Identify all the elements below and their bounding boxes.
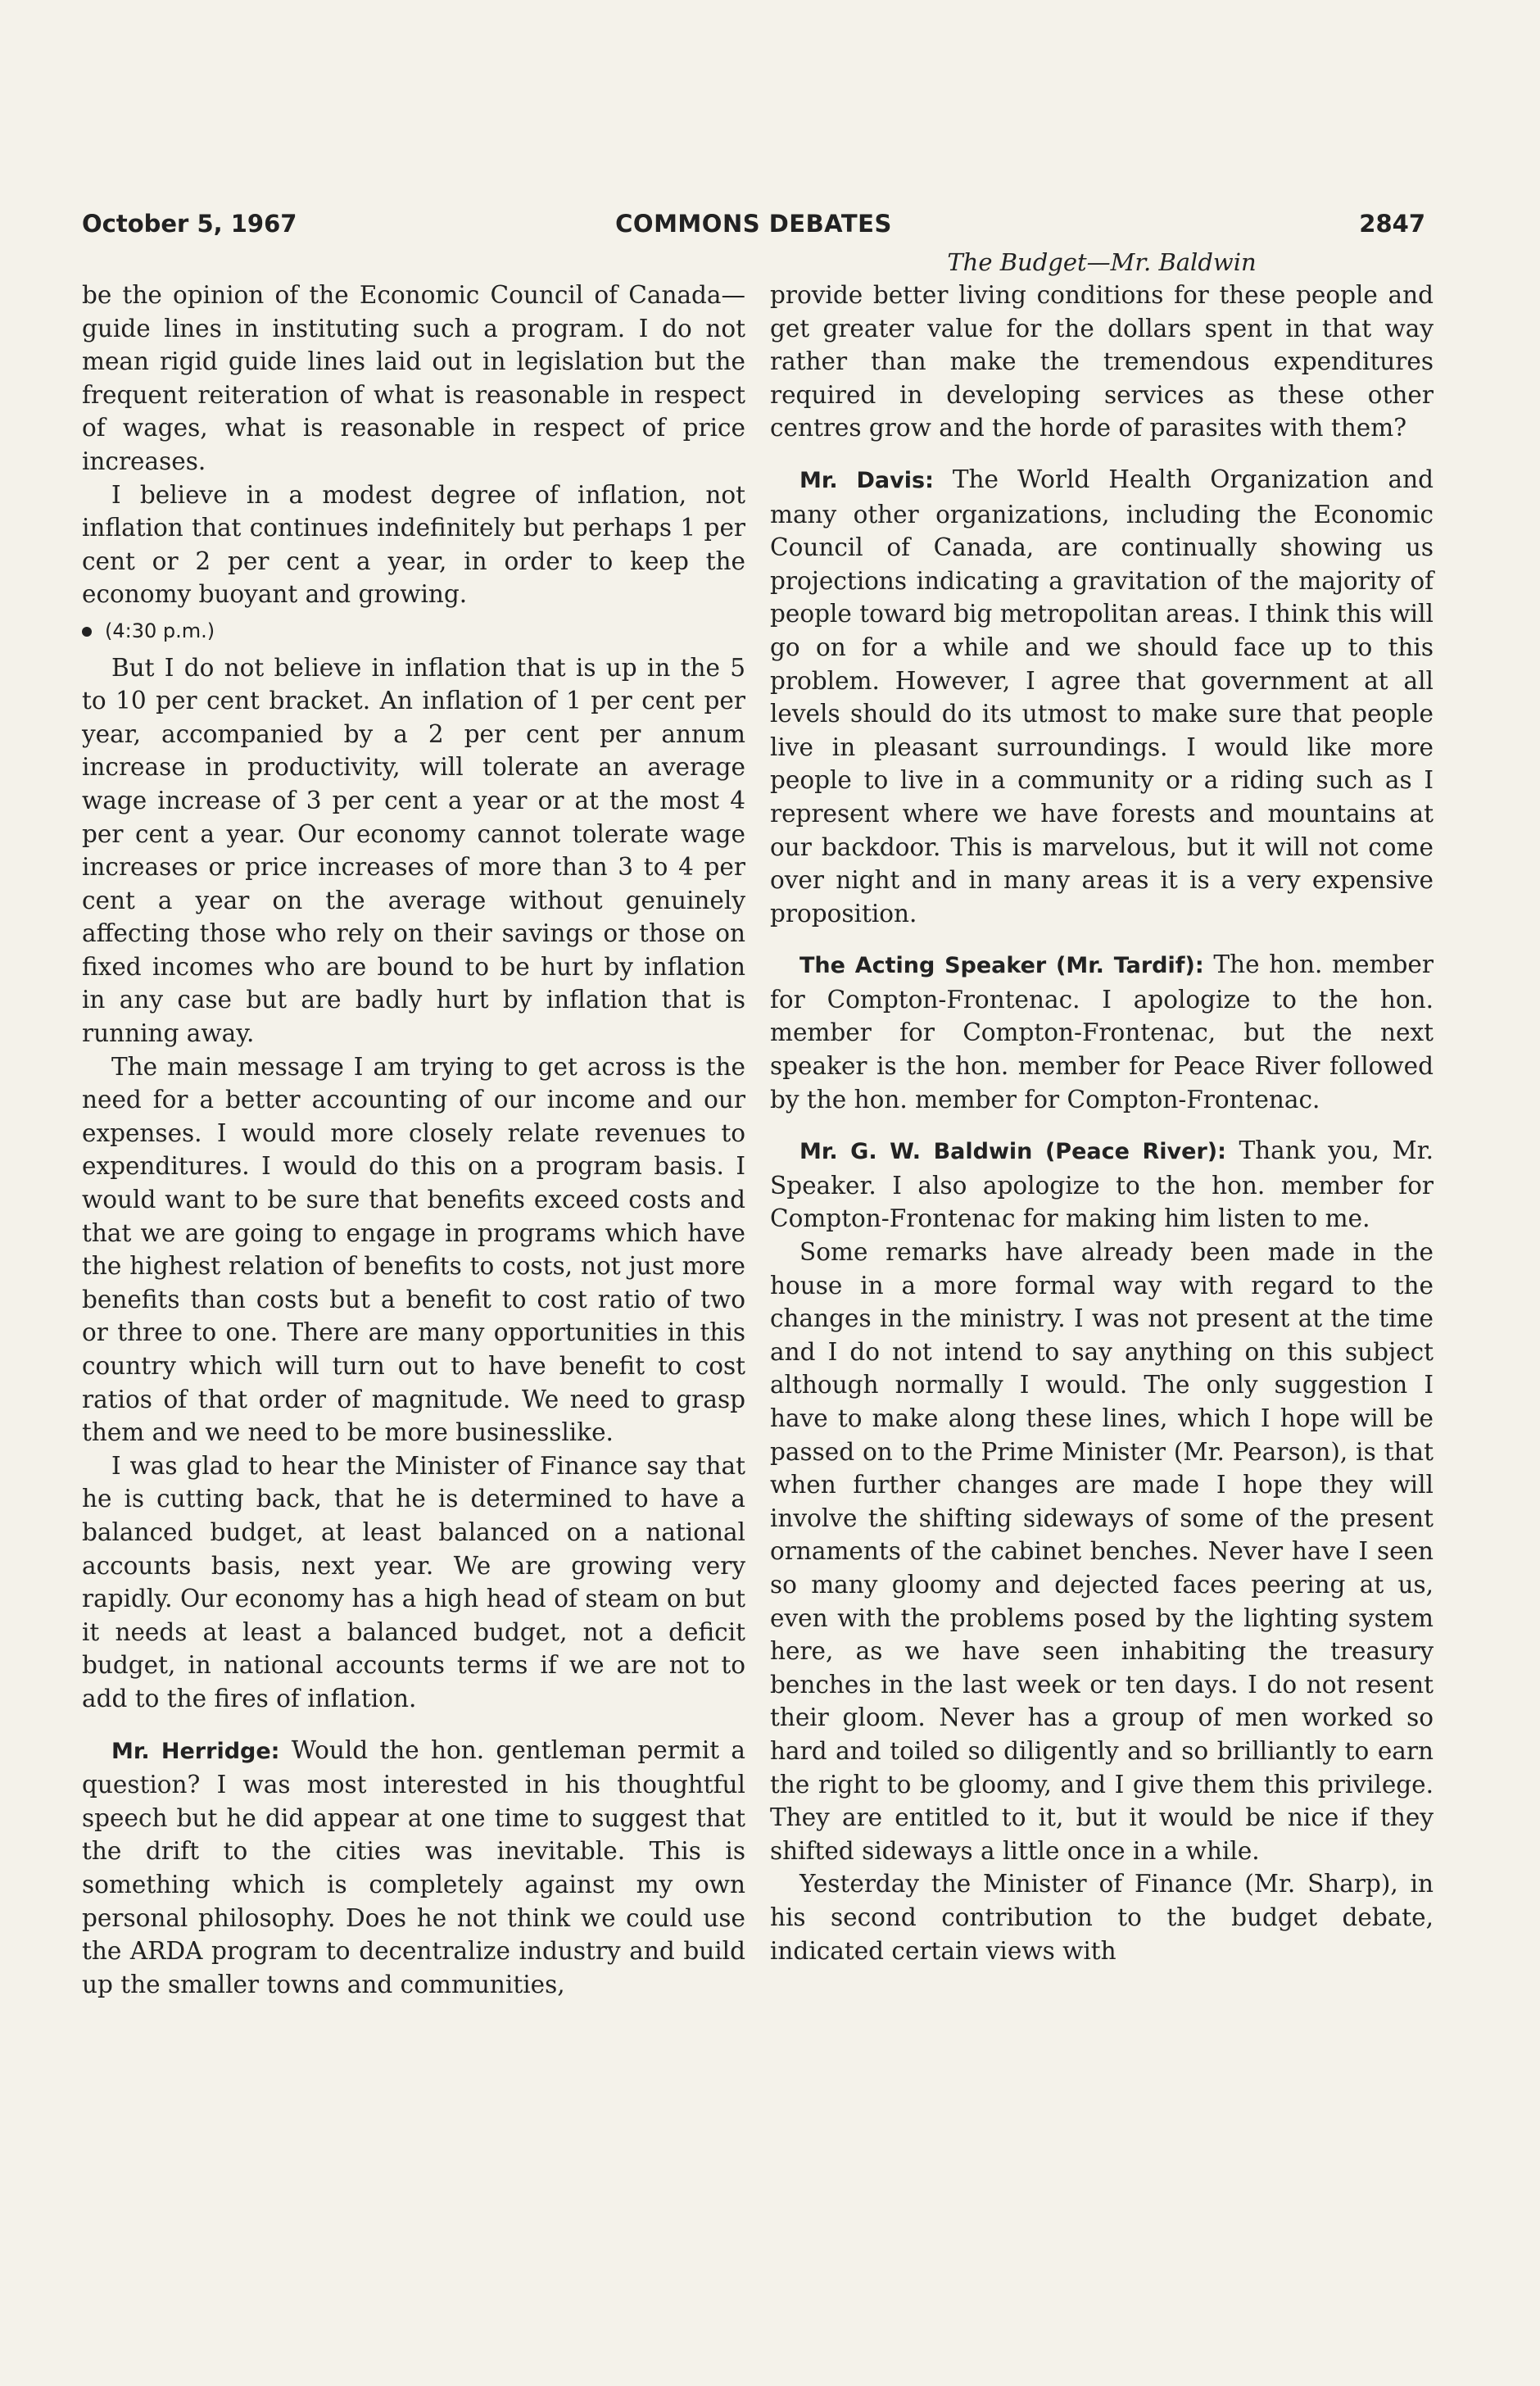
- speech-text: The World Health Organization and many other organizations, including the Economic Council of Canada, are continually showing us projections indicating a gravitation of the majority of people toward big metropolitan areas. I think this will go on for a while and we should face up to this problem. However, I agree that government at all levels should do its utmost to make sure that people live in pleasant surroundings. I would like more people to live in a community or a riding such as I represent where we have forests and mountains at our backdoor. This is marvelous, but it will not come over night and in many areas it is a very expensive proposition.: [770, 465, 1434, 928]
- paragraph: be the opinion of the Economic Council of Canada—guide lines in instituting such a program. I do not mean rigid guide lines laid out in legislation but the frequent reiteration of what is reasonable in respect of wages, what is reasonable in respect of price increases.: [82, 281, 745, 475]
- paragraph: provide better living conditions for these people and get greater value for the dollars spent in that way rather than make the tremendous expenditures required in developing services as these other centres grow and the horde of parasites with them?: [770, 281, 1434, 442]
- running-head: The Budget—Mr. Baldwin: [947, 248, 1257, 276]
- page-number: 2847: [1359, 210, 1425, 238]
- speech-text: Thank you, Mr. Speaker. I also apologize to the hon. member for Compton-Frontenac for making him listen to me.: [770, 1136, 1434, 1233]
- paragraph: Yesterday the Minister of Finance (Mr. Sharp), in his second contribution to the budget debate, indicated certain views with: [770, 1870, 1434, 1965]
- paragraph: I was glad to hear the Minister of Finance say that he is cutting back, that he is determined to have a balanced budget, at least balanced on a national accounts basis, next year. We are growing very rapidly. Our economy has a high head of steam on but it needs at least a balanced budget, not a deficit budget, in national accounts terms if we are not to add to the fires of inflation.: [82, 1451, 745, 1712]
- paragraph: But I do not believe in inflation that is up in the 5 to 10 per cent bracket. An inflation of 1 per cent per year, accompanied by a 2 per cent per annum increase in productivity, will tolerate an average wage increase of 3 per cent a year or at the most 4 per cent a year. Our economy cannot tolerate wage increases or price increases of more than 3 to 4 per cent a year on the average without genuinely affecting those who rely on their savings or those on fixed incomes who are bound to be hurt by inflation in any case but are badly hurt by inflation that is running away.: [82, 653, 745, 1048]
- speech-text: Would the hon. gentleman permit a question? I was most interested in his thoughtful speech but he did appear at one time to suggest that the drift to the cities was inevitable. This is something which is completely against my own personal philosophy. Does he not think we could use the ARDA program to decentralize industry and build up the smaller towns and communities,: [82, 1735, 745, 1998]
- page-header: [82, 210, 1425, 246]
- speaker-name: Mr. Herridge:: [111, 1738, 280, 1764]
- speech-davis: [770, 463, 1434, 930]
- paragraph: Some remarks have already been made in the house in a more formal way with regard to the changes in the ministry. I was not present at the time and I do not intend to say anything on this subject although normally I would. The only suggestion I have to make along these lines, which I hope will be passed on to the Prime Minister (Mr. Pearson), is that when further changes are made I hope they will involve the shifting sideways of some of the present ornaments of the cabinet benches. Never have I seen so many gloomy and dejected faces peering at us, even with the problems posed by the lighting system here, as we have seen inhabiting the treasury benches in the last week or ten days. I do not resent their gloom. Never has a group of men worked so hard and toiled so diligently and so brilliantly to earn the right to be gloomy, and I give them this privilege. They are entitled to it, but it would be nice if they shifted sideways a little once in a while.: [770, 1238, 1434, 1865]
- speech-baldwin: [770, 1134, 1434, 1236]
- header-title: COMMONS DEBATES: [615, 210, 892, 238]
- header-date: October 5, 1967: [82, 210, 297, 238]
- speaker-name: Mr. Davis:: [799, 467, 934, 493]
- paragraph: The main message I am trying to get across is the need for a better accounting of our income and our expenses. I would more closely relate revenues to expenditures. I would do this on a program basis. I would want to be sure that benefits exceed costs and that we are going to engage in programs which have the highest relation of benefits to costs, not just more benefits than costs but a benefit to cost ratio of two or three to one. There are many opportunities in this country which will turn out to have benefit to cost ratios of that order of magnitude. We need to grasp them and we need to be more businesslike.: [82, 1052, 745, 1447]
- speech-text: The hon. member for Compton-Frontenac. I apologize to the hon. member for Compton-Frontenac, but the next speaker is the hon. member for Peace River followed by the hon. member for Compton-Frontenac.: [770, 950, 1434, 1114]
- speech-herridge: [82, 1734, 745, 2002]
- paragraph: I believe in a modest degree of inflation, not inflation that continues indefinitely but perhaps 1 per cent or 2 per cent a year, in order to keep the economy buoyant and growing.: [82, 480, 745, 609]
- bullet-icon: [82, 627, 92, 637]
- time-marker: [82, 615, 745, 648]
- time-marker-text: (4:30 p.m.): [105, 619, 215, 642]
- right-column: [770, 246, 1434, 1967]
- left-column: [82, 279, 745, 2001]
- speaker-name: The Acting Speaker (Mr. Tardif):: [799, 953, 1204, 979]
- speech-acting-speaker: [770, 948, 1434, 1116]
- speaker-name: Mr. G. W. Baldwin (Peace River):: [799, 1139, 1226, 1165]
